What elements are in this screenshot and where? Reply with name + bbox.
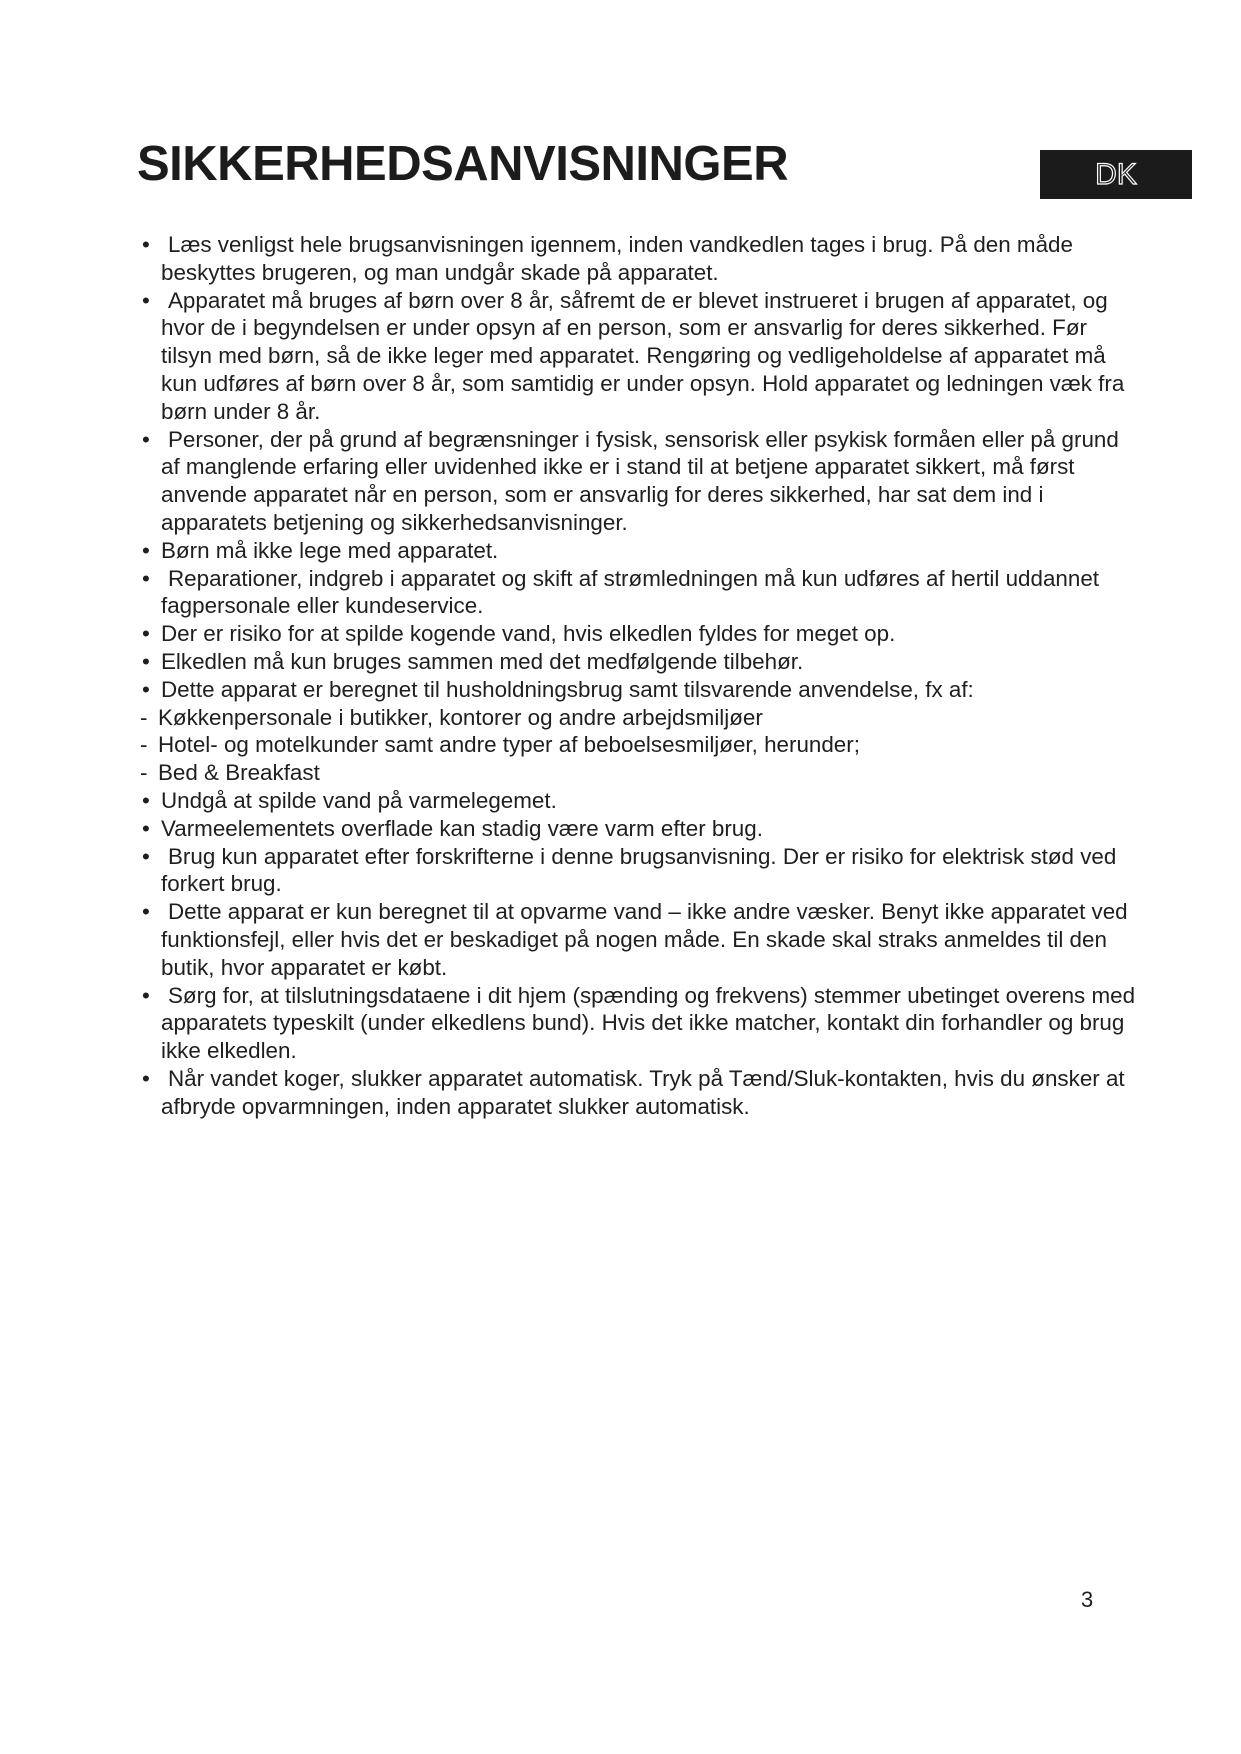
- list-item-text: Undgå at spilde vand på varmelegemet.: [161, 787, 557, 813]
- sub-list-item-text: Bed & Breakfast: [158, 760, 320, 786]
- list-item: [140, 1065, 1140, 1121]
- bullet-icon: •: [142, 815, 150, 841]
- page-title: SIKKERHEDSANVISNINGER: [137, 137, 789, 191]
- list-item-text: Brug kun apparatet efter forskrifterne i denne brugsanvisning. Der er risiko for elektrisk stød ved forkert brug.: [161, 843, 1117, 897]
- list-item: [140, 565, 1140, 621]
- bullet-icon: •: [142, 787, 150, 813]
- bullet-icon: •: [142, 232, 150, 257]
- list-item: [140, 982, 1140, 1065]
- list-item: [140, 815, 1140, 843]
- page-number: 3: [1081, 1587, 1094, 1612]
- list-item-text: Der er risiko for at spilde kogende vand, hvis elkedlen fyldes for meget op.: [161, 621, 896, 647]
- dash-icon: -: [140, 760, 148, 786]
- list-item: [140, 843, 1140, 899]
- list-item-text: Personer, der på grund af begrænsninger i fysisk, sensorisk eller psykisk formåen eller på grund af manglende erfaring eller uvidenhed ikke er i stand til at betjene apparatet sikkert, må først anvende apparatet når en person, som er ansvarlig for deres sikkerhed, har sat dem ind i apparatets betjening og sikkerhedsanvisninger.: [161, 426, 1119, 535]
- language-badge: [1040, 150, 1192, 199]
- list-item-text: Læs venligst hele brugsanvisningen igennem, inden vandkedlen tages i brug. På den måde beskyttes brugeren, og man undgår skade på apparatet.: [161, 232, 1073, 285]
- sub-list-item-text: Køkkenpersonale i butikker, kontorer og andre arbejdsmiljøer: [158, 704, 763, 730]
- bullet-icon: •: [142, 537, 150, 563]
- list-item-text: Dette apparat er beregnet til husholdningsbrug samt tilsvarende anvendelse, fx af:: [161, 676, 974, 702]
- bullet-icon: •: [142, 565, 150, 591]
- bullet-icon: •: [142, 1065, 150, 1091]
- list-item: [140, 426, 1140, 537]
- list-item-text: Sørg for, at tilslutningsdataene i dit hjem (spænding og frekvens) stemmer ubetinget overens med apparatets typeskilt (under elkedlens bund). Hvis det ikke matcher, kontakt din forhandler og brug ikke elkedlen.: [161, 982, 1136, 1064]
- bullet-icon: •: [142, 648, 150, 674]
- list-item-text: Elkedlen må kun bruges sammen med det medfølgende tilbehør.: [161, 648, 804, 674]
- bullet-icon: •: [142, 982, 150, 1008]
- bullet-icon: •: [142, 843, 150, 869]
- list-item: [140, 787, 1140, 815]
- list-item-text: Dette apparat er kun beregnet til at opvarme vand – ikke andre væsker. Benyt ikke apparatet ved funktionsfejl, eller hvis det er beskadiget på nogen måde. En skade skal straks anmeldes til den butik, hvor apparatet er købt.: [161, 899, 1128, 980]
- bullet-icon: •: [142, 426, 150, 452]
- dash-icon: -: [140, 732, 148, 758]
- list-item-text: Reparationer, indgreb i apparatet og skift af strømledningen må kun udføres af hertil uddannet fagpersonale eller kundeservice.: [161, 565, 1099, 619]
- sub-list-item-text: Hotel- og motelkunder samt andre typer af beboelsesmiljøer, herunder;: [158, 732, 860, 758]
- bullet-icon: •: [142, 676, 150, 702]
- list-item-text: Når vandet koger, slukker apparatet automatisk. Tryk på Tænd/Sluk-kontakten, hvis du ønsker at afbryde opvarmningen, inden apparatet slukker automatisk.: [161, 1065, 1125, 1119]
- list-item-text: Børn må ikke lege med apparatet.: [161, 537, 499, 563]
- list-item-text: Varmeelementets overflade kan stadig være varm efter brug.: [161, 815, 763, 841]
- list-item: [140, 676, 1140, 704]
- dash-icon: -: [140, 704, 148, 730]
- list-item-text: Apparatet må bruges af børn over 8 år, såfremt de er blevet instrueret i brugen af apparatet, og hvor de i begyndelsen er under opsyn af en person, som er ansvarlig for deres sikkerhed. Før tilsyn med børn, så de ikke leger med apparatet. Rengøring og vedligeholdelse af apparatet må kun udføres af børn over 8 år, som samtidig er under opsyn. Hold apparatet og ledningen væk fra børn under 8 år.: [161, 287, 1125, 424]
- bullet-icon: •: [142, 287, 150, 313]
- list-item: [140, 620, 1140, 648]
- list-item: [140, 648, 1140, 676]
- list-item: [140, 287, 1140, 426]
- list-item: [140, 231, 1140, 287]
- list-item: [140, 898, 1140, 981]
- sub-list-item: [140, 759, 1140, 787]
- list-item: [140, 537, 1140, 565]
- language-badge-label: DK: [1095, 157, 1137, 191]
- safety-instructions-list: [140, 231, 1140, 1121]
- sub-list-item: [140, 704, 1140, 732]
- sub-list-item: [140, 731, 1140, 759]
- bullet-icon: •: [142, 621, 150, 647]
- bullet-icon: •: [142, 899, 150, 925]
